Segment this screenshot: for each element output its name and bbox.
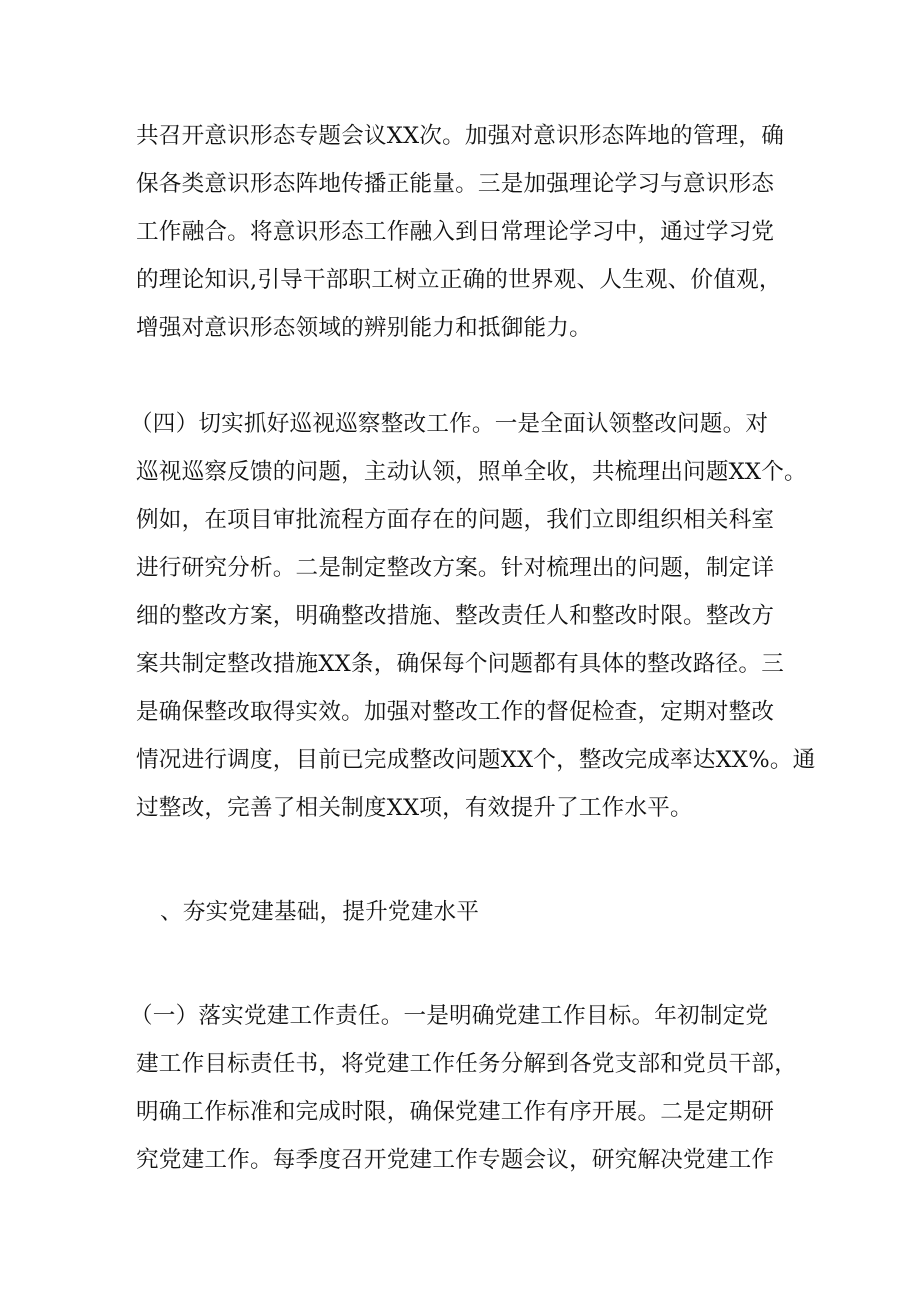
paragraph-2-line-6: 案共制定整改措施XX条，确保每个问题都有具体的整改路径。三 — [136, 651, 785, 677]
paragraph-2-line-5: 细的整改方案，明确整改措施、整改责任人和整改时限。整改方 — [136, 603, 775, 629]
paragraph-2-line-9: 过整改，完善了相关制度XX项，有效提升了工作水平。 — [136, 795, 693, 821]
paragraph-2-line-7: 是确保整改取得实效。加强对整改工作的督促检查，定期对整改 — [136, 699, 775, 725]
paragraph-1-line-4: 的理论知识,引导干部职工树立正确的世界观、人生观、价值观， — [136, 267, 782, 293]
paragraph-3-line-1: （一）落实党建工作责任。一是明确党建工作目标。年初制定党 — [130, 1003, 769, 1029]
paragraph-1-line-2: 保各类意识形态阵地传播正能量。三是加强理论学习与意识形态 — [136, 171, 775, 197]
paragraph-3-line-4: 究党建工作。每季度召开党建工作专题会议，研究解决党建工作 — [136, 1147, 775, 1173]
paragraph-2-line-2: 巡视巡察反馈的问题，主动认领，照单全收，共梳理出问题XX个。 — [136, 459, 807, 485]
section-heading: 、夯实党建基础，提升党建水平 — [160, 899, 480, 925]
paragraph-2-line-3: 例如，在项目审批流程方面存在的问题，我们立即组织相关科室 — [136, 507, 775, 533]
paragraph-1-line-1: 共召开意识形态专题会议XX次。加强对意识形态阵地的管理，确 — [136, 123, 785, 149]
paragraph-2-line-8: 情况进行调度，目前已完成整改问题XX个，整改完成率达XX%。通 — [136, 747, 816, 773]
paragraph-3-line-2: 建工作目标责任书，将党建工作任务分解到各党支部和党员干部， — [136, 1051, 798, 1077]
paragraph-1-line-5: 增强对意识形态领域的辨别能力和抵御能力。 — [136, 315, 592, 341]
paragraph-1-line-3: 工作融合。将意识形态工作融入到日常理论学习中，通过学习党 — [136, 219, 775, 245]
paragraph-2-line-1: （四）切实抓好巡视巡察整改工作。一是全面认领整改问题。对 — [130, 411, 769, 437]
paragraph-3-line-3: 明确工作标准和完成时限，确保党建工作有序开展。二是定期研 — [136, 1099, 775, 1125]
paragraph-2-line-4: 进行研究分析。二是制定整改方案。针对梳理出的问题，制定详 — [136, 555, 775, 581]
